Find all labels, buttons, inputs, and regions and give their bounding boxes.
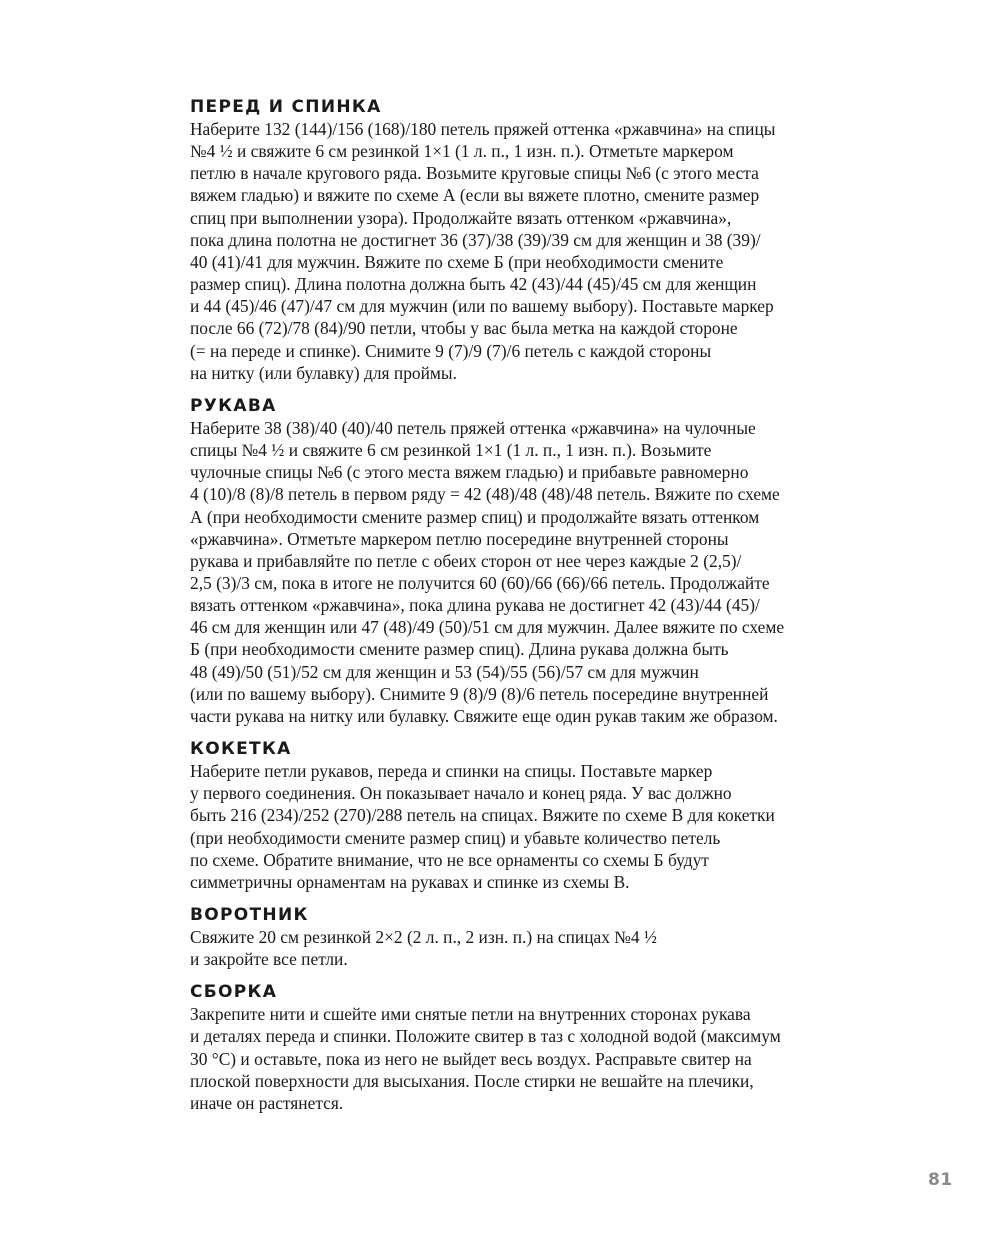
text-line: А (при необходимости смените размер спиц) и продолжайте вязать оттенком <box>190 506 760 527</box>
section-heading: СБОРКА <box>190 982 278 1003</box>
text-line: Наберите 132 (144)/156 (168)/180 петель пряжей оттенка «ржавчина» на спицы <box>190 119 776 139</box>
text-line: после 66 (72)/78 (84)/90 петли, чтобы у вас была метка на каждой стороне <box>190 318 738 339</box>
text-line: иначе он растянется. <box>190 1092 344 1113</box>
section-heading: КОКЕТКА <box>190 739 292 760</box>
text-line: у первого соединения. Он показывает начало и конец ряда. У вас должно <box>190 783 732 804</box>
text-line: (= на переде и спинке). Снимите 9 (7)/9 (7)/6 петель с каждой стороны <box>190 340 712 361</box>
text-line: вязать оттенком «ржавчина», пока длина рукава не достигнет 42 (43)/44 (45)/ <box>190 595 760 616</box>
text-line: 40 (41)/41 для мужчин. Вяжите по схеме Б (при необходимости смените <box>190 251 724 272</box>
text-line: 2,5 (3)/3 см, пока в итоге не получится 60 (60)/66 (66)/66 петель. Продолжайте <box>190 572 770 593</box>
section-yoke <box>190 738 870 893</box>
section-heading: ПЕРЕД И СПИНКА <box>190 97 382 117</box>
text-line: 4 (10)/8 (8)/8 петель в первом ряду = 42 (48)/48 (48)/48 петель. Вяжите по схеме <box>190 484 780 505</box>
text-line: №4 ½ и свяжите 6 см резинкой 1×1 (1 л. п., 1 изн. п.). Отметьте маркером <box>190 141 734 162</box>
text-line: плоской поверхности для высыхания. После стирки не вешайте на плечики, <box>190 1070 754 1091</box>
text-line: 30 °C) и оставьте, пока из него не выйдет весь воздух. Расправьте свитер на <box>190 1048 752 1069</box>
text-line: спиц при выполнении узора). Продолжайте вязать оттенком «ржавчина», <box>190 207 732 228</box>
section-body <box>190 417 870 727</box>
text-line: симметричны орнаментам на рукавах и спинке из схемы В. <box>190 871 630 892</box>
text-line: 48 (49)/50 (51)/52 см для женщин и 53 (54)/55 (56)/57 см для мужчин <box>190 661 699 682</box>
section-body <box>190 118 870 384</box>
text-line: по схеме. Обратите внимание, что не все орнаменты со схемы Б будут <box>190 849 709 870</box>
text-line: и 44 (45)/46 (47)/47 см для мужчин (или по вашему выбору). Поставьте маркер <box>190 296 774 317</box>
text-line: петлю в начале кругового ряда. Возьмите круговые спицы №6 (с этого места <box>190 163 759 184</box>
text-line: на нитку (или булавку) для проймы. <box>190 362 457 383</box>
text-line: чулочные спицы №6 (с этого места вяжем гладью) и прибавьте равномерно <box>190 462 749 483</box>
section-heading: ВОРОТНИК <box>190 905 309 925</box>
section-heading: РУКАВА <box>190 395 277 416</box>
section-assembly <box>190 981 870 1114</box>
text-line: 46 см для женщин или 47 (48)/49 (50)/51 см для мужчин. Далее вяжите по схеме <box>190 617 785 638</box>
text-line: вяжем гладью) и вяжите по схеме А (если вы вяжете плотно, смените размер <box>190 185 760 206</box>
section-front-and-back <box>190 96 870 384</box>
section-body <box>190 760 870 893</box>
text-line: Наберите петли рукавов, переда и спинки на спицы. Поставьте маркер <box>190 761 713 782</box>
page-content <box>190 96 870 1125</box>
text-line: Наберите 38 (38)/40 (40)/40 петель пряжей оттенка «ржавчина» на чулочные <box>190 417 756 438</box>
page-number: 81 <box>928 1170 953 1190</box>
text-line: «ржавчина». Отметьте маркером петлю посередине внутренней стороны <box>190 528 729 549</box>
text-line: быть 216 (234)/252 (270)/288 петель на спицах. Вяжите по схеме В для кокетки <box>190 805 775 826</box>
text-line: части рукава на нитку или булавку. Свяжите еще один рукав таким же образом. <box>190 705 778 726</box>
text-line: размер спиц). Длина полотна должна быть 42 (43)/44 (45)/45 см для женщин <box>190 274 757 295</box>
text-line: и деталях переда и спинки. Положите свитер в таз с холодной водой (максимум <box>190 1026 781 1047</box>
text-line: пока длина полотна не достигнет 36 (37)/38 (39)/39 см для женщин и 38 (39)/ <box>190 229 761 250</box>
section-sleeves <box>190 395 870 727</box>
section-body <box>190 1003 870 1114</box>
text-line: рукава и прибавляйте по петле с обеих сторон от нее через каждые 2 (2,5)/ <box>190 550 742 571</box>
text-line: и закройте все петли. <box>190 949 348 970</box>
text-line: Закрепите нити и сшейте ими снятые петли на внутренних сторонах рукава <box>190 1004 751 1025</box>
text-line: Свяжите 20 см резинкой 2×2 (2 л. п., 2 изн. п.) на спицах №4 ½ <box>190 927 657 947</box>
text-line: (или по вашему выбору). Снимите 9 (8)/9 (8)/6 петель посередине внутренней <box>190 683 769 704</box>
text-line: спицы №4 ½ и свяжите 6 см резинкой 1×1 (1 л. п., 1 изн. п.). Возьмите <box>190 440 712 461</box>
text-line: Б (при необходимости смените размер спиц). Длина рукава должна быть <box>190 639 729 660</box>
section-collar <box>190 904 870 970</box>
text-line: (при необходимости смените размер спиц) и убавьте количество петель <box>190 827 721 848</box>
section-body <box>190 926 870 970</box>
